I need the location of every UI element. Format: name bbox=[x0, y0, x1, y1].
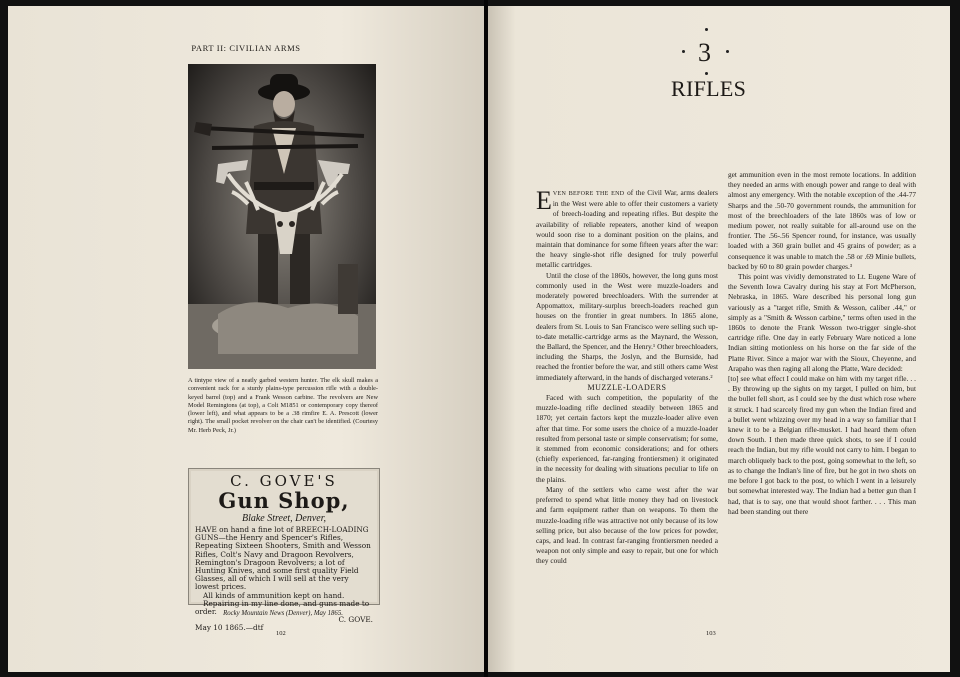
chapter-ornament-dot bbox=[705, 72, 708, 75]
hunter-tintype-image bbox=[188, 64, 376, 369]
ad-caption: Rocky Mountain News (Denver), May 1865. bbox=[223, 610, 343, 617]
chapter-ornament-dot bbox=[726, 50, 729, 53]
page-number-left: 102 bbox=[276, 630, 286, 637]
running-head: PART II: CIVILIAN ARMS bbox=[191, 43, 301, 53]
ad-street: Blake Street, Denver, bbox=[241, 513, 327, 524]
body-paragraph: Many of the settlers who came west after the war preferred to spend what little money they had on livestock and farm equipment rather than on weapons. To them the muzzle-loading rifle was attractive not only because of its low selling price, but also because of the low prices for powder, caps, and lead. In contrast far-ranging frontiersmen needed a weapon not only simple and easy to repair, but one for which they could bbox=[536, 484, 718, 566]
right-page bbox=[488, 6, 950, 672]
block-quote: [to] see what effect I could make on him with my target rifle. . . . By throwing up the sights on my target, I pulled on him, but the bullet fell short, as I could see by the dust which rose where it struck. I had scarcely fired my gun when the Indian fired and a bullet went whizzing over my head in a way so familiar that I knew it to be a Belgian rifle-musket. I had heard them often down South. I then made three quick shots, to see if I could reach the Indian, but my rifle would not carry to him. I began to march obliquely back to the post, going somewhat to the left, so as to change the Indian's line of fire, but he got in two shots on me before I got back to the post, to which I went in a leisurely but somewhat interested way. The Indian had a better gun than I had, that is to say, one that would shoot farther. . . . This man had been standing out there bbox=[728, 374, 916, 516]
chapter-number: 3 bbox=[698, 38, 711, 67]
ad-body-line: Repairing in my line done, and guns made to order. bbox=[195, 598, 370, 617]
text-column-2 bbox=[728, 170, 916, 517]
body-paragraph: Faced with such competition, the popularity of the muzzle-loading rifle declined steadily between 1865 and 1870; yet certain factors kept the muzzle-loader alive even after that time. For some users the choice of a muzzle-loader resulted from personal taste or simple conservatism; for some, it stemmed from economic considerations; and for others (chiefly experienced, far-ranging frontiersmen) it originated in the necessity for dealing with situations peculiar to life on the plains. bbox=[536, 393, 718, 484]
left-page bbox=[8, 6, 484, 672]
text-column-1 bbox=[536, 188, 718, 567]
ad-body-line: HAVE on hand a fine lot of BREECH-LOADING GUNS—the Henry and Spencer's Rifles, Repeating Sixteen Shooters, Smith and Wesson Rifles, Colt's Navy and Dragoon Revolvers, Remington's Dragoon Revolvers; a lot of Hunting Knives, and some first quality Field Glasses, all of which I will sell at the very lowest prices. bbox=[195, 525, 371, 592]
ad-signature: C. GOVE. bbox=[338, 615, 373, 625]
body-paragraph: get ammunition even in the most remote locations. In addition they needed an arms with enough power and range to deal with almost any emergency. With the notable exception of the .44-77 Sharps and the .50-70 government rounds, the ammunition for most of the breechloaders of the late 1860s was of low or medium power, not really suitable for all-around use on the frontier. The .56-.56 Spencer round, for instance, was usually loaded with a 360 grain bullet and 45 grains of powder; as a consequence it was unable to match the .58 or .69 Minie bullets, backed by 60 to 80 grain powder charges.³ bbox=[728, 170, 916, 271]
smallcaps-lead: VEN BEFORE THE END bbox=[552, 191, 625, 197]
page-number-right: 103 bbox=[706, 630, 716, 637]
ad-title: C. GOVE'S bbox=[230, 472, 338, 490]
ad-banner: Gun Shop, bbox=[218, 488, 350, 513]
chapter-ornament-dot bbox=[682, 50, 685, 53]
section-heading: MUZZLE-LOADERS bbox=[587, 382, 667, 392]
ad-date: May 10 1865.—dtf bbox=[195, 623, 264, 633]
chapter-ornament-dot bbox=[705, 28, 708, 31]
drop-cap: E bbox=[536, 186, 552, 215]
ad-body-line: All kinds of ammunition kept on hand. bbox=[203, 590, 345, 600]
body-paragraph: of the Civil War, arms dealers in the West were able to offer their customers a variety of breech-loading and repeating rifles. But despite the availability of reliable repeaters, another kind of weapon would soon rise to a dominant position on the plains, and maintain that dominance for some fifteen years after the war: the heavy single-shot rifle designed for truly powerful metallic cartridges. bbox=[536, 188, 719, 270]
body-paragraph: This point was vividly demonstrated to Lt. Eugene Ware of the Seventh Iowa Cavalry during his stay at Fort McPherson, Nebraska, in 1865. Ware described his personal long gun variously as a "target rifle, Smith & Wesson, caliber .44," or simply as a "Smith & Wesson carbine," terms often used in the 1860s to denote the Frank Wesson two-trigger single-shot cartridge rifle. One day in early February Ware noticed a lone Indian sitting motionless on his horse on the far side of the Platte River. Since a major war with the Sioux, Cheyenne, and Arapaho was then raging all along the Platte, Ware decided: bbox=[728, 272, 916, 373]
tintype-photo bbox=[188, 64, 376, 369]
chapter-title: RIFLES bbox=[671, 76, 747, 101]
body-paragraph: Until the close of the 1860s, however, the long guns most commonly used in the West were muzzle-loaders and moderately powered breechloaders. With the surrender at Appomattox, military-surplus breech-loaders reached gun houses on the frontier in great numbers. In 1865 alone, dealers from St. Louis to San Francisco were selling such up-to-date metallic-cartridge arms as the Maynard, the Wesson, the Ballard, the Spencer, and the Henry.¹ Other breechloaders, including the Sharps, the Joslyn, and the Burnside, had reached the frontier before the war, and still others came West immediately afterward, in the hands of discharged veterans.² bbox=[536, 270, 718, 382]
photo-caption: A tintype view of a neatly garbed western hunter. The elk skull makes a convenient rack for a sturdy plains-type percussion rifle with a double-keyed barrel (top) and a Frank Wesson carbine. The revolvers are New Model Remingtons (at top), a Colt M1851 or contemporary copy thereof (lower left), and what appears to be a .38 rimfire E. A. Prescott (lower right). The small pocket revolver on the chair can't be identified. (Courtesy Mr. Herb Peck, Jr.) bbox=[188, 377, 378, 434]
